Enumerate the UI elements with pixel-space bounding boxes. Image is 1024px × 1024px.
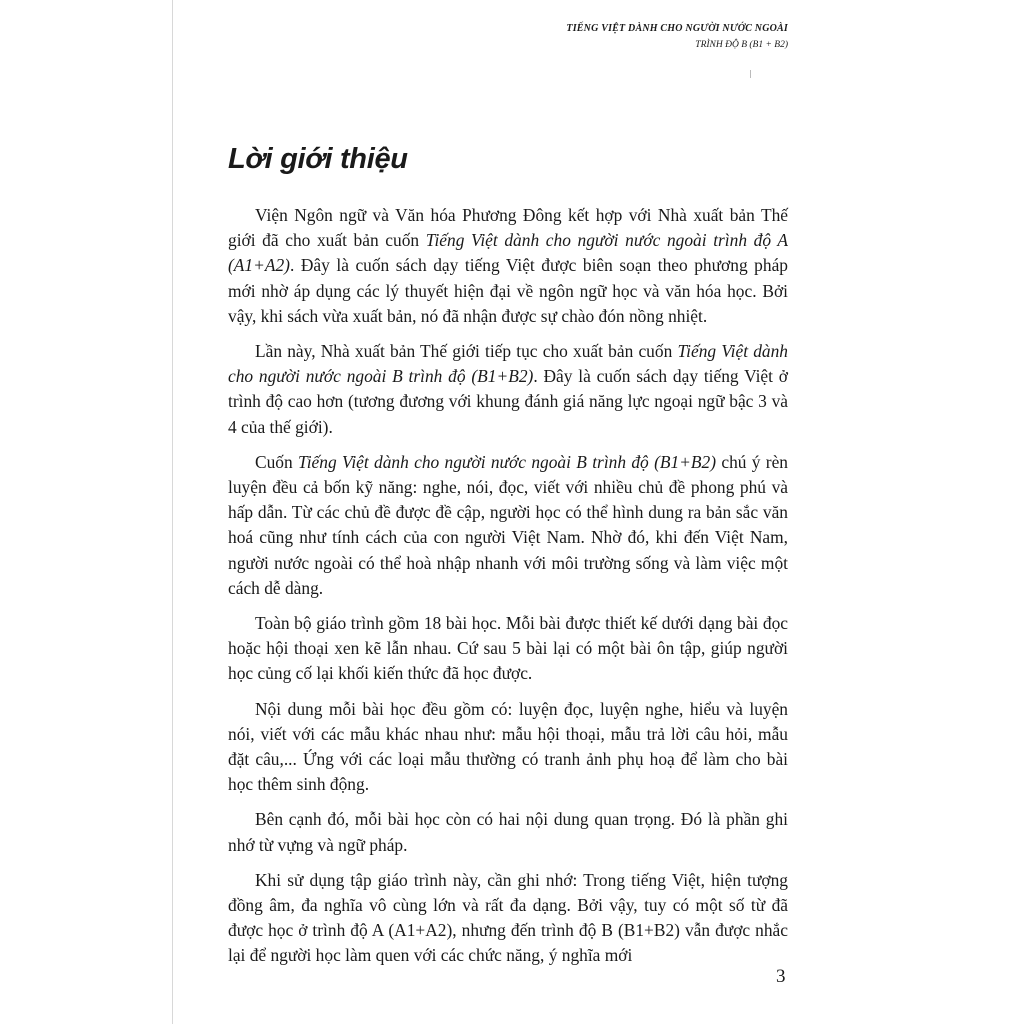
paragraph-2 <box>228 339 788 440</box>
paragraph-1-text-c: . Đây là cuốn sách dạy tiếng Việt được biên soạn theo phương pháp mới nhờ áp dụng các lý thuyết hiện đại về ngôn ngữ học và văn hóa học. Bởi vậy, khi sách vừa xuất bản, nó đã nhận được sự chào đón nồng nhiệt. <box>228 255 788 326</box>
paragraph-4: Toàn bộ giáo trình gồm 18 bài học. Mỗi bài được thiết kế dưới dạng bài đọc hoặc hội thoại xen kẽ lẫn nhau. Cứ sau 5 bài lại có một bài ôn tập, giúp người học củng cố lại khối kiến thức đã học được. <box>228 613 788 684</box>
print-mark <box>750 70 751 78</box>
paragraph-3-book-title: Tiếng Việt dành cho người nước ngoài B trình độ (B1+B2) <box>298 451 717 472</box>
paragraph-1-book-title: Tiếng Việt dành cho người nước ngoài trình độ A (A1+A2) <box>228 230 788 276</box>
paragraph-1-text-a: Viện Ngôn ngữ và Văn hóa Phương Đông kết hợp với Nhà xuất bản Thế giới đã cho xuất bản cuốn <box>228 205 788 251</box>
page-number: 3 <box>776 966 786 987</box>
paragraph-3 <box>228 450 788 601</box>
running-header-title: TIẾNG VIỆT DÀNH CHO NGƯỜI NƯỚC NGOÀI <box>566 23 788 34</box>
page-title: Lời giới thiệu <box>228 143 408 175</box>
running-header-level: TRÌNH ĐỘ B (B1 + B2) <box>695 40 788 50</box>
paragraph-2-text-a: Lần này, Nhà xuất bản Thế giới tiếp tục cho xuất bản cuốn <box>255 341 678 362</box>
paragraph-1 <box>228 203 788 329</box>
paragraph-3-text-c: chú ý rèn luyện đều cả bốn kỹ năng: nghe, nói, đọc, viết với nhiều chủ đề phong phú và hấp dẫn. Từ các chủ đề được đề cập, người học có thể hình dung ra bản sắc văn hoá cũng như tính cách của con người Việt Nam. Nhờ đó, khi đến Việt Nam, người nước ngoài có thể hoà nhập nhanh với môi trường sống và làm việc một cách dễ dàng. <box>228 451 788 598</box>
paragraph-7: Khi sử dụng tập giáo trình này, cần ghi nhớ: Trong tiếng Việt, hiện tượng đồng âm, đa nghĩa vô cùng lớn và rất đa dạng. Bởi vậy, tuy có một số từ đã được học ở trình độ A (A1+A2), nhưng đến trình độ B (B1+B2) vẫn được nhắc lại để người học làm quen với các chức năng, ý nghĩa mới <box>228 869 788 966</box>
paragraph-6: Bên cạnh đó, mỗi bài học còn có hai nội dung quan trọng. Đó là phần ghi nhớ từ vựng và ngữ pháp. <box>228 809 788 855</box>
page-binding-line <box>172 0 173 1024</box>
body-text <box>228 203 788 979</box>
paragraph-3-text-a: Cuốn <box>255 451 299 472</box>
paragraph-2-book-title: Tiếng Việt dành cho người nước ngoài B trình độ (B1+B2) <box>228 341 789 387</box>
running-header <box>566 20 788 54</box>
paragraph-2-text-c: . Đây là cuốn sách dạy tiếng Việt ở trình độ cao hơn (tương đương với khung đánh giá năng lực ngoại ngữ bậc 3 và 4 của thế giới). <box>228 366 788 437</box>
paragraph-5: Nội dung mỗi bài học đều gồm có: luyện đọc, luyện nghe, hiểu và luyện nói, viết với các mẫu khác nhau như: mẫu hội thoại, mẫu trả lời câu hỏi, mẫu đặt câu,... Ứng với các loại mẫu thường có tranh ảnh phụ hoạ để làm cho bài học thêm sinh động. <box>228 698 788 795</box>
